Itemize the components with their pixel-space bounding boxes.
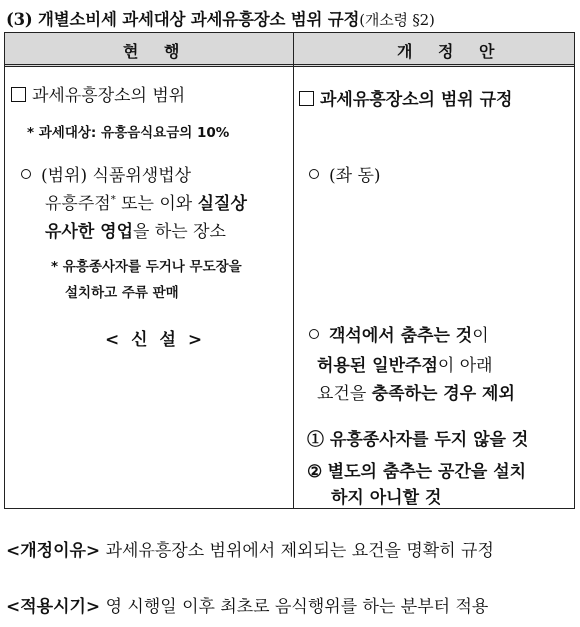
current-bullet-line2 [45, 189, 247, 214]
text-similar-business: 유사한 영업 [45, 222, 134, 242]
current-tax-rate-note: * 과세대상: 유흥음식요금의 10% [27, 125, 230, 141]
circle-bullet-icon [309, 329, 319, 339]
revised-exclusion-line1 [309, 321, 489, 346]
requirement-2 [307, 457, 526, 482]
requirement-2-line2: 하지 아니할 것 [331, 488, 442, 508]
text-place: 을 하는 장소 [133, 222, 226, 242]
checkbox-square-icon [299, 91, 314, 106]
text-substantially: 실질상 [197, 194, 247, 214]
text-or-this: 또는 이와 [115, 194, 198, 214]
current-bullet-line1: (범위) 식품위생법상 [41, 166, 192, 186]
table-header [5, 33, 574, 67]
revision-reason [6, 536, 494, 561]
revised-exclusion-line2 [317, 351, 493, 376]
comparison-table [4, 32, 575, 509]
text-entertainment-bar: 유흥주점 [45, 194, 111, 214]
revised-scope-heading [299, 85, 512, 110]
effective-date-label: <적용시기> [6, 597, 101, 617]
checkbox-square-icon [11, 87, 26, 102]
section-title-main: (3) 개별소비세 과세대상 과세유흥장소 범위 규정 [6, 10, 360, 29]
same-as-left-label: (좌 동) [329, 166, 381, 186]
text-dancing-at-seats: 객석에서 춤추는 것 [329, 326, 473, 346]
revision-reason-text: 과세유흥장소 범위에서 제외되는 요건을 명확히 규정 [105, 541, 494, 561]
circle-bullet-icon [309, 169, 319, 179]
text-requirements: 요건을 [317, 384, 372, 404]
current-definition-note-line1: * 유흥종사자를 두거나 무도장을 [51, 259, 242, 275]
asterisk-mark: * [110, 194, 116, 206]
section-title-sub: (개소령 §2) [359, 11, 435, 29]
requirement-1-text: 유흥종사자를 두지 않을 것 [329, 430, 529, 450]
header-current: 현 행 [123, 42, 190, 61]
revised-same-as-left [309, 161, 381, 186]
current-bullet-line3 [45, 217, 226, 242]
requirement-2-text-a: 별도의 춤추는 공간 [327, 462, 471, 482]
revised-scope-label: 과세유흥장소의 범위 규정 [320, 90, 513, 110]
current-definition-note-line2: 설치하고 주류 판매 [65, 285, 179, 301]
revision-reason-label: <개정이유> [6, 541, 101, 561]
text-particle: 이 [472, 326, 489, 346]
current-scope-bullet [21, 161, 191, 186]
requirement-1 [307, 425, 528, 450]
text-general-bar: 허용된 일반주점 [317, 356, 438, 376]
requirement-2-number: ② [307, 462, 323, 482]
effective-date [6, 592, 488, 617]
effective-date-text: 영 시행일 이후 최초로 음식행위를 하는 분부터 적용 [105, 597, 489, 617]
current-scope-label: 과세유흥장소의 범위 [32, 86, 186, 106]
requirement-1-number: ① [307, 430, 324, 450]
column-divider [293, 33, 294, 508]
text-excluded-if-met: 충족하는 경우 제외 [371, 384, 515, 404]
requirement-2-text-b: 을 설치 [470, 462, 527, 482]
text-below: 이 아래 [437, 356, 493, 376]
header-revised: 개 정 안 [397, 42, 505, 61]
circle-bullet-icon [21, 169, 31, 179]
new-section-label: < 신 설 > [105, 330, 206, 350]
section-title [6, 6, 435, 30]
current-scope-heading [11, 81, 185, 106]
revised-exclusion-line3 [317, 379, 515, 404]
